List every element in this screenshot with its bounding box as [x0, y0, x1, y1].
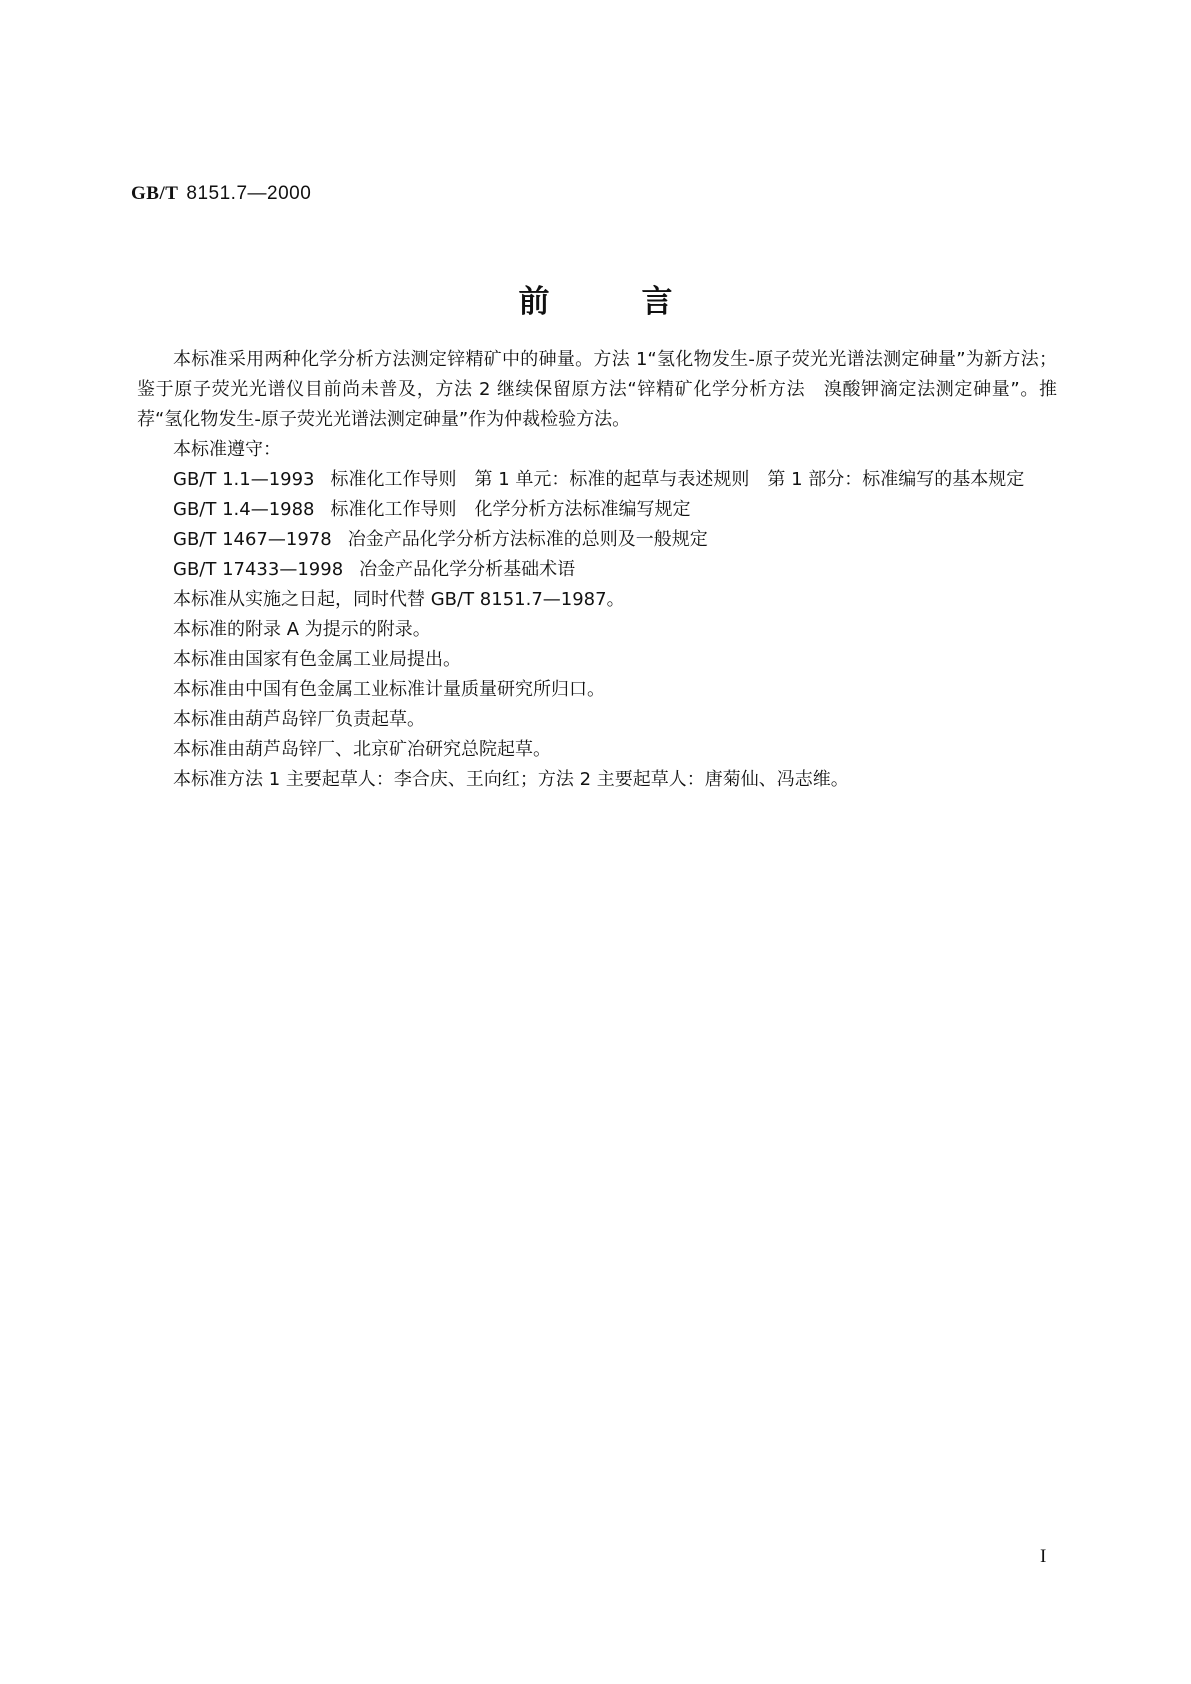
intro-paragraph: 本标准采用两种化学分析方法测定锌精矿中的砷量。方法 1“氢化物发生-原子荧光光谱法测定砷量”为新方法；鉴于原子荧光光谱仪目前尚未普及，方法 2 继续保留原方法“锌精矿化学分析方法 溴酸钾滴定法测定砷量”。推荐“氢化物发生-原子荧光光谱法测定砷量”作为仲裁检验方法。: [137, 349, 1057, 430]
reference-title: 冶金产品化学分析基础术语: [359, 559, 576, 580]
statement-line: 本标准由中国有色金属工业标准计量质量研究所归口。: [173, 679, 605, 700]
reference-code: GB/T 17433—1998: [173, 559, 344, 580]
reference-title: 标准化工作导则 第 1 单元：标准的起草与表述规则 第 1 部分：标准编写的基本规定: [330, 469, 1025, 490]
statement-line: 本标准由国家有色金属工业局提出。: [173, 649, 461, 670]
reference-item: [173, 525, 1057, 555]
reference-code: GB/T 1.4—1988: [173, 499, 315, 520]
reference-title: 标准化工作导则 化学分析方法标准编写规定: [330, 499, 691, 520]
compliance-heading: 本标准遵守：: [173, 439, 281, 460]
reference-item: [173, 465, 1057, 495]
statement-line: 本标准由葫芦岛锌厂、北京矿冶研究总院起草。: [173, 739, 551, 760]
reference-item: [173, 495, 1057, 525]
statement-line: 本标准从实施之日起，同时代替 GB/T 8151.7—1987。: [173, 589, 625, 610]
standard-code-number: 8151.7—2000: [186, 183, 312, 204]
standard-code-prefix: GB/T: [131, 183, 179, 204]
reference-item: [173, 555, 1057, 585]
reference-code: GB/T 1.1—1993: [173, 469, 315, 490]
statement-line: 本标准的附录 A 为提示的附录。: [173, 619, 431, 640]
page-title: 前言: [518, 284, 765, 320]
page-number: I: [1040, 1546, 1047, 1567]
statement-line: 本标准由葫芦岛锌厂负责起草。: [173, 709, 425, 730]
standard-code-header: [131, 182, 311, 205]
reference-code: GB/T 1467—1978: [173, 529, 332, 550]
statement-line: 本标准方法 1 主要起草人：李合庆、王向红；方法 2 主要起草人：唐菊仙、冯志维。: [173, 769, 849, 790]
document-body: [137, 345, 1057, 795]
reference-title: 冶金产品化学分析方法标准的总则及一般规定: [347, 529, 708, 550]
